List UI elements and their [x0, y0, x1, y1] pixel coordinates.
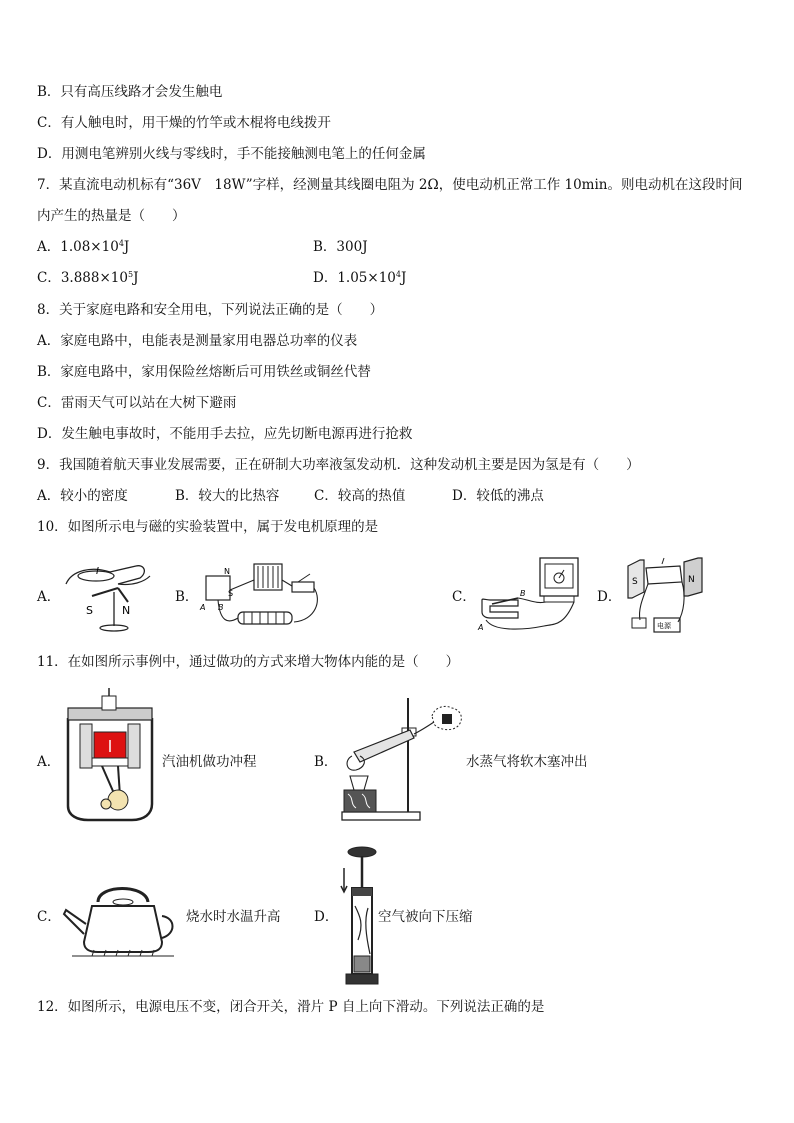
q9-stem: 9．我国随着航天事业发展需要，正在研制大功率液氢发动机．这种发动机主要是因为氢是有（ ） [37, 457, 640, 473]
q10-fig-d-motor-principle [624, 556, 706, 636]
q11-caption-c: 烧水时水温升高 [186, 909, 281, 925]
q10-fig-b-a-label: A [200, 603, 206, 612]
q10-fig-c-generator [474, 556, 586, 636]
q8-option-a: A．家庭电路中，电能表是测量家用电器总功率的仪表 [37, 333, 358, 349]
q11-fig-c-kettle [62, 876, 184, 960]
q9-option-c: C．较高的热值 [314, 488, 406, 504]
q7-stem-line1: 7．某直流电动机标有“36V 18W”字样，经测量其线圈电阻为 2Ω，使电动机正常工作 10min。则电动机在这段时间 [37, 177, 743, 193]
q11-fig-d-air-pump [336, 844, 380, 988]
q11-option-a-label: A． [37, 754, 61, 770]
q6-option-c: C．有人触电时，用干燥的竹竿或木棍将电线拨开 [37, 115, 331, 131]
q10-fig-b-n-label: N [224, 567, 230, 576]
q9-option-b: B．较大的比热容 [175, 488, 280, 504]
q11-stem: 11．在如图所示事例中，通过做功的方式来增大物体内能的是（ ） [37, 654, 460, 670]
q10-option-b-label: B． [175, 589, 199, 605]
q10-fig-a-n-label: N [122, 604, 131, 617]
q6-option-b: B．只有高压线路才会发生触电 [37, 84, 223, 100]
q7-option-d: D．$1.05\times 10^4J$ [313, 270, 407, 286]
q10-fig-b-motor [198, 560, 324, 634]
q11-caption-a: 汽油机做功冲程 [162, 754, 257, 770]
q10-fig-d-s-label: S [632, 577, 638, 587]
q8-stem: 8．关于家庭电路和安全用电，下列说法正确的是（ ） [37, 302, 384, 318]
q8-option-b: B．家庭电路中，家用保险丝熔断后可用铁丝或铜丝代替 [37, 364, 371, 380]
q10-fig-d-n-label: N [688, 575, 695, 585]
q7-stem-line2: 内产生的热量是（ ） [37, 208, 186, 224]
q10-fig-a-s-label: S [86, 604, 93, 617]
q9-option-d: D．较低的沸点 [452, 488, 544, 504]
q10-stem: 10．如图所示电与磁的实验装置中，属于发电机原理的是 [37, 519, 379, 535]
q10-fig-a-oersted [62, 556, 154, 634]
q11-fig-a-engine-cylinder [62, 688, 158, 822]
q8-option-d: D．发生触电事故时，不能用手去拉，应先切断电源再进行抢救 [37, 426, 413, 442]
q11-option-d-label: D． [314, 909, 339, 925]
q10-fig-b-s-label: S [228, 589, 234, 598]
q10-fig-c-b-label: B [520, 589, 526, 598]
q7-option-b: B．300J [313, 239, 368, 255]
q9-option-a: A．较小的密度 [37, 488, 128, 504]
q11-caption-b: 水蒸气将软木塞冲出 [466, 754, 588, 770]
q6-option-d: D．用测电笔辨别火线与零线时，手不能接触测电笔上的任何金属 [37, 146, 426, 162]
q11-caption-d: 空气被向下压缩 [378, 909, 473, 925]
q11-option-c-label: C． [37, 909, 61, 925]
q11-option-b-label: B． [314, 754, 338, 770]
q7-option-a: A．$1.08\times 10^4J$ [37, 239, 130, 255]
q11-fig-b-steam-cork [340, 694, 468, 824]
q12-stem: 12．如图所示，电源电压不变，闭合开关，滑片 P 自上向下滑动。下列说法正确的是 [37, 999, 545, 1015]
q10-fig-a-current-label: I [96, 566, 99, 577]
q10-fig-c-a-label: A [478, 623, 484, 632]
q10-fig-d-source-label: 电源 [657, 622, 671, 630]
q10-option-a-label: A． [37, 589, 61, 605]
q10-option-d-label: D． [597, 589, 622, 605]
q8-option-c: C．雷雨天气可以站在大树下避雨 [37, 395, 237, 411]
q10-option-c-label: C． [452, 589, 476, 605]
q7-option-c: C．$3.888\times 10^5J$ [37, 270, 139, 286]
q10-fig-b-b-label: B [218, 603, 224, 612]
